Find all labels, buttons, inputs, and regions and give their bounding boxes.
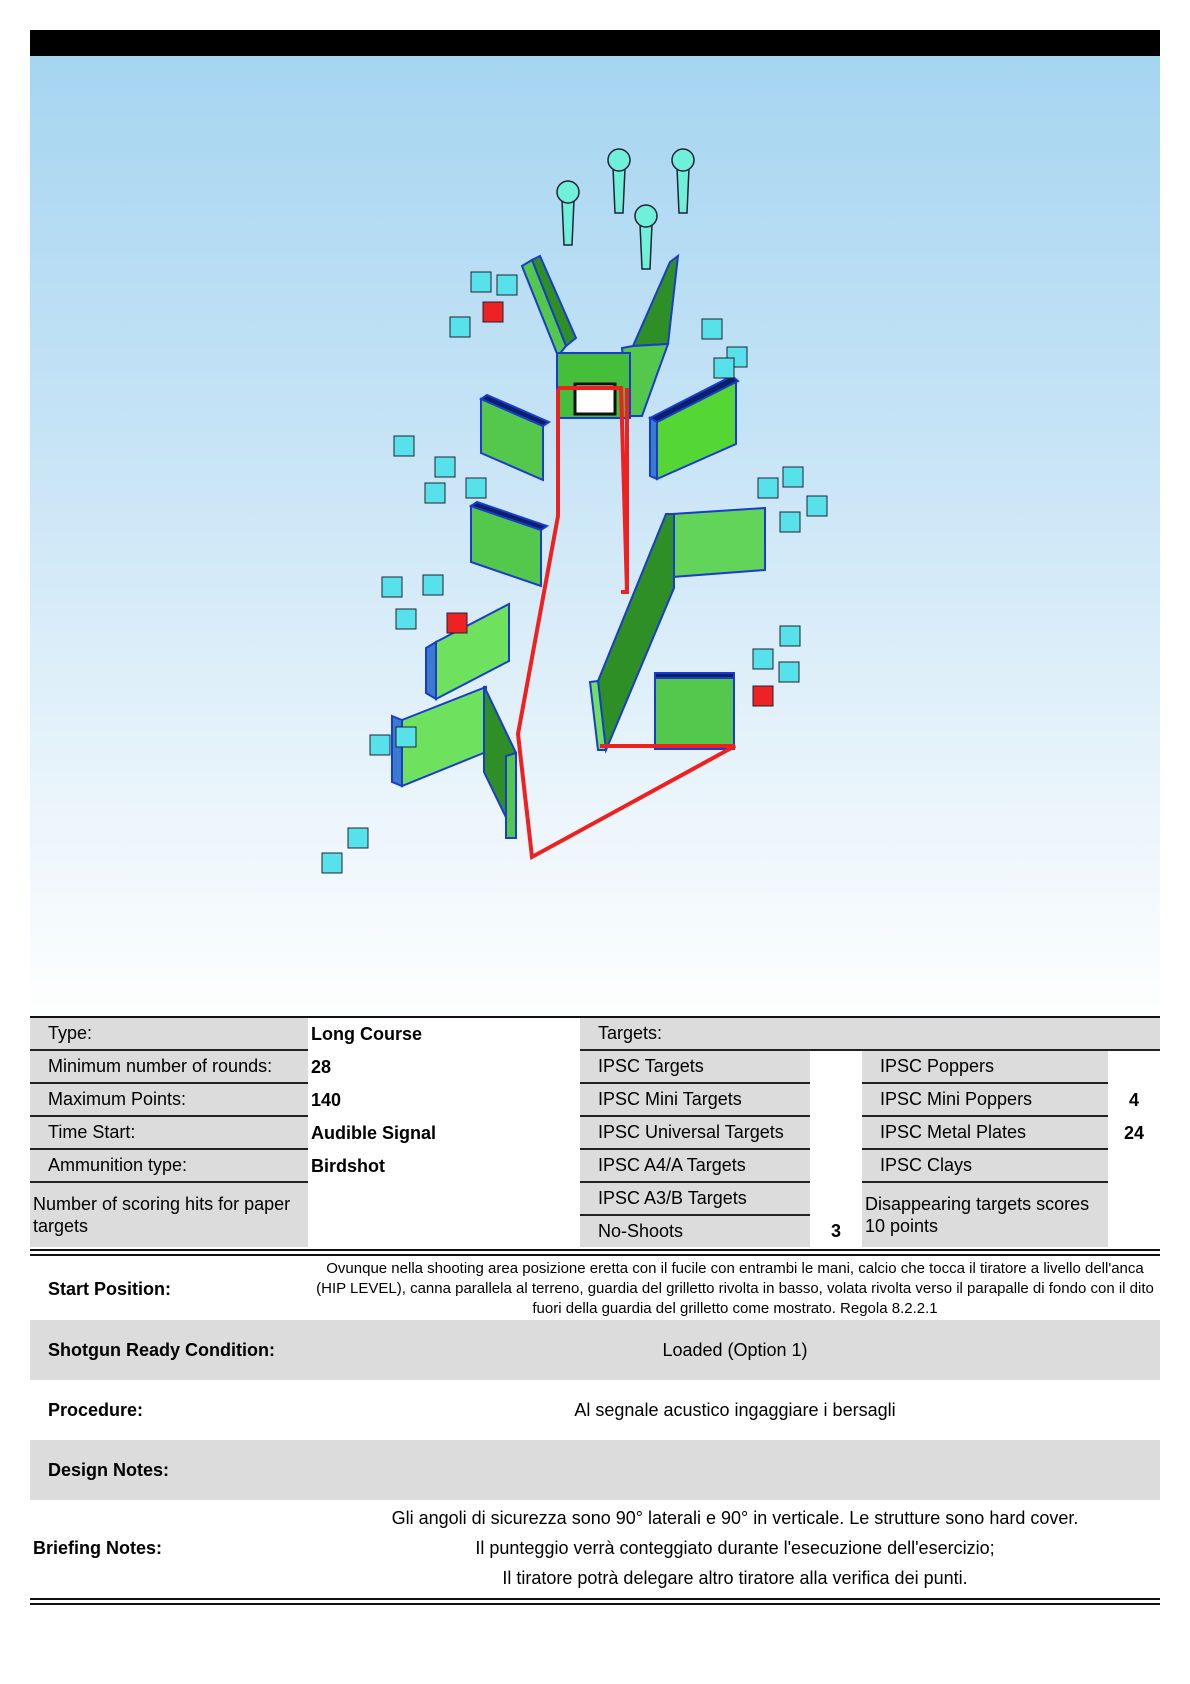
briefing-notes-text — [310, 1503, 1160, 1593]
target-count — [1108, 1183, 1160, 1247]
target-type: IPSC Targets — [580, 1051, 810, 1084]
wall-top-right — [633, 256, 678, 346]
mini-popper-target — [635, 205, 657, 269]
table-bottom-rule-1 — [30, 1249, 1160, 1251]
ammo-label: Ammunition type: — [30, 1150, 308, 1183]
max-points-label: Maximum Points: — [30, 1084, 308, 1117]
briefing-line: Il tiratore potrà delegare altro tiratore alla verifica dei punti. — [502, 1568, 968, 1588]
metal-plate-target — [780, 626, 800, 646]
wall-right-1-side — [650, 418, 657, 479]
target-type: IPSC Mini Targets — [580, 1084, 810, 1117]
min-rounds-value: 28 — [311, 1057, 332, 1077]
start-position-value: Ovunque nella shooting area posizione eretta con il fucile con entrambi le mani, calcio che tocca il tiratore a livello dell'anca (HIP LEVEL), canna parallela al terreno, guardia del grilletto rivolta in basso, volata rivolta verso il parapalle di fondo con il dito fuori della guardia del grilletto come mostrato. Regola 8.2.2.1 — [316, 1260, 1154, 1317]
table-bottom-rule-2 — [30, 1254, 1160, 1256]
target-count — [810, 1150, 862, 1183]
start-position-label: Start Position: — [48, 1278, 172, 1299]
metal-plate-target — [471, 272, 491, 292]
briefing-line: Il punteggio verrà conteggiato durante l'esecuzione dell'esercizio; — [475, 1538, 995, 1558]
wall-right-4 — [655, 678, 734, 749]
metal-plate-target — [435, 457, 455, 477]
wall-left-5-edge — [506, 753, 516, 838]
metal-plate-target — [370, 735, 390, 755]
stage-diagram — [30, 56, 1160, 1031]
metal-plate-target — [348, 828, 368, 848]
ready-condition-row — [30, 1320, 1160, 1380]
procedure-label: Procedure: — [48, 1399, 144, 1420]
footer-rule-1 — [30, 1598, 1160, 1600]
footer-rule-2 — [30, 1603, 1160, 1605]
disappearing-note: Disappearing targets scores 10 points — [862, 1183, 1108, 1247]
metal-plate-target — [450, 317, 470, 337]
metal-plate-target — [780, 512, 800, 532]
scoring-hits-label: Number of scoring hits for paper targets — [30, 1183, 308, 1247]
procedure-row — [30, 1380, 1160, 1440]
wall-right-4-top — [655, 673, 734, 678]
target-type: No-Shoots — [580, 1216, 810, 1247]
metal-plate-target — [396, 609, 416, 629]
target-count — [1108, 1051, 1160, 1084]
metal-plate-target — [758, 478, 778, 498]
metal-plates-count: 24 — [1123, 1123, 1145, 1143]
design-notes-row — [30, 1440, 1160, 1500]
metal-plate-target — [807, 496, 827, 516]
target-count — [1108, 1150, 1160, 1183]
targets-header: Targets: — [580, 1018, 1160, 1051]
target-type: IPSC Universal Targets — [580, 1117, 810, 1150]
briefing-notes-label: Briefing Notes: — [33, 1537, 163, 1558]
start-position-row — [30, 1258, 1160, 1320]
wall-left-3-side — [426, 642, 436, 699]
top-bar — [30, 30, 1160, 56]
metal-plate-target — [466, 478, 486, 498]
ready-condition-value: Loaded (Option 1) — [662, 1339, 808, 1360]
metal-plate-target — [753, 649, 773, 669]
target-count — [810, 1117, 862, 1150]
type-value: Long Course — [311, 1024, 422, 1044]
no-shoot-target — [447, 613, 467, 633]
briefing-notes-row — [30, 1502, 1160, 1594]
metal-plate-target — [396, 727, 416, 747]
target-type: IPSC Metal Plates — [862, 1117, 1108, 1150]
mini-popper-target — [557, 181, 579, 245]
time-start-label: Time Start: — [30, 1117, 308, 1150]
target-count — [810, 1051, 862, 1084]
target-type: IPSC Poppers — [862, 1051, 1108, 1084]
metal-plate-target — [394, 436, 414, 456]
metal-plate-target — [423, 575, 443, 595]
target-count — [810, 1183, 862, 1216]
mini-popper-target — [608, 149, 630, 213]
mini-poppers-count: 4 — [1128, 1090, 1139, 1110]
no-shoot-target — [753, 686, 773, 706]
metal-plate-target — [322, 853, 342, 873]
target-type: IPSC A4/A Targets — [580, 1150, 810, 1183]
procedure-value: Al segnale acustico ingaggiare i bersagli — [574, 1399, 896, 1420]
metal-plate-target — [714, 358, 734, 378]
scoring-hits-value — [308, 1183, 580, 1247]
metal-plate-target — [783, 467, 803, 487]
time-start-value: Audible Signal — [311, 1123, 437, 1143]
ready-condition-label: Shotgun Ready Condition: — [48, 1339, 275, 1360]
metal-plate-target — [779, 662, 799, 682]
stage-drawing — [30, 56, 1160, 1031]
ammo-value: Birdshot — [311, 1156, 385, 1176]
design-notes-label: Design Notes: — [48, 1459, 170, 1480]
no-shoots-count: 3 — [830, 1221, 841, 1241]
wall-right-2 — [672, 508, 765, 577]
max-points-value: 140 — [311, 1090, 342, 1110]
target-count — [810, 1084, 862, 1117]
type-label: Type: — [30, 1018, 308, 1051]
min-rounds-label: Minimum number of rounds: — [30, 1051, 308, 1084]
target-type: IPSC A3/B Targets — [580, 1183, 810, 1216]
no-shoot-target — [483, 302, 503, 322]
target-type: IPSC Mini Poppers — [862, 1084, 1108, 1117]
target-type: IPSC Clays — [862, 1150, 1108, 1183]
mini-popper-target — [672, 149, 694, 213]
metal-plate-target — [382, 577, 402, 597]
metal-plate-target — [702, 319, 722, 339]
metal-plate-target — [425, 483, 445, 503]
briefing-line: Gli angoli di sicurezza sono 90° laterali e 90° in verticale. Le strutture sono hard cover. — [391, 1508, 1079, 1528]
metal-plate-target — [497, 275, 517, 295]
